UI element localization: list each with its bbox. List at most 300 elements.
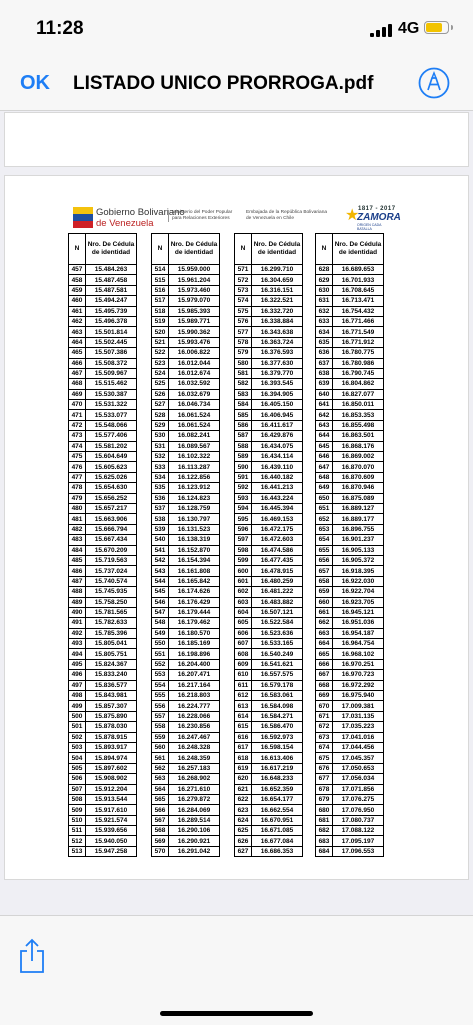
row-number: 647 <box>316 462 333 472</box>
row-number: 600 <box>235 566 252 576</box>
row-number: 681 <box>316 815 333 825</box>
id-number: 15.917.610 <box>86 805 137 815</box>
table-row <box>152 337 220 347</box>
row-number: 482 <box>69 524 86 534</box>
header-n: N <box>235 234 252 265</box>
id-number: 16.472.175 <box>252 524 303 534</box>
table-row <box>316 805 384 815</box>
row-number: 598 <box>235 545 252 555</box>
table-row <box>316 784 384 794</box>
row-number: 656 <box>316 555 333 565</box>
row-number: 518 <box>152 306 169 316</box>
id-table-col4 <box>315 233 384 857</box>
row-number: 627 <box>235 846 252 856</box>
id-number: 16.268.902 <box>169 774 220 784</box>
table-row <box>152 805 220 815</box>
row-number: 621 <box>235 784 252 794</box>
id-number: 17.041.016 <box>333 732 384 742</box>
id-number: 16.970.723 <box>333 670 384 680</box>
table-row <box>152 452 220 462</box>
table-row <box>152 265 220 275</box>
row-number: 643 <box>316 420 333 430</box>
table-row <box>152 535 220 545</box>
header-n: N <box>316 234 333 265</box>
id-number: 17.035.223 <box>333 722 384 732</box>
ministry-label: Ministerio del Poder Popular para Relaciones Exteriores <box>168 210 232 222</box>
row-number: 642 <box>316 410 333 420</box>
row-number: 465 <box>69 348 86 358</box>
id-number: 16.670.951 <box>252 815 303 825</box>
row-number: 657 <box>316 566 333 576</box>
id-number: 17.076.950 <box>333 805 384 815</box>
row-number: 631 <box>316 296 333 306</box>
id-number: 16.771.549 <box>333 327 384 337</box>
row-number: 683 <box>316 836 333 846</box>
table-row <box>316 691 384 701</box>
table-row <box>316 774 384 784</box>
table-row <box>235 628 303 638</box>
id-number: 15.781.565 <box>86 607 137 617</box>
table-row <box>235 732 303 742</box>
table-row <box>69 607 137 617</box>
table-row <box>69 722 137 732</box>
table-row <box>235 691 303 701</box>
id-number: 16.124.823 <box>169 493 220 503</box>
row-number: 634 <box>316 327 333 337</box>
id-number: 16.379.770 <box>252 368 303 378</box>
table-row <box>152 763 220 773</box>
id-number: 16.218.803 <box>169 691 220 701</box>
table-row <box>316 420 384 430</box>
id-number: 16.393.545 <box>252 379 303 389</box>
row-number: 649 <box>316 483 333 493</box>
row-number: 628 <box>316 265 333 275</box>
row-number: 479 <box>69 493 86 503</box>
row-number: 539 <box>152 524 169 534</box>
row-number: 467 <box>69 368 86 378</box>
table-row <box>316 358 384 368</box>
row-number: 475 <box>69 452 86 462</box>
row-number: 613 <box>235 701 252 711</box>
row-number: 669 <box>316 691 333 701</box>
row-number: 555 <box>152 691 169 701</box>
table-row <box>316 566 384 576</box>
row-number: 658 <box>316 576 333 586</box>
row-number: 544 <box>152 576 169 586</box>
row-number: 651 <box>316 503 333 513</box>
table-row <box>152 722 220 732</box>
id-number: 15.878.030 <box>86 722 137 732</box>
id-number: 15.913.544 <box>86 794 137 804</box>
row-number: 524 <box>152 368 169 378</box>
table-row <box>235 826 303 836</box>
row-number: 577 <box>235 327 252 337</box>
table-row <box>69 358 137 368</box>
row-number: 464 <box>69 337 86 347</box>
row-number: 659 <box>316 587 333 597</box>
row-number: 578 <box>235 337 252 347</box>
row-number: 653 <box>316 524 333 534</box>
table-row <box>152 753 220 763</box>
header-id: Nro. De Cédula de identidad <box>333 234 384 265</box>
id-number: 15.959.000 <box>169 265 220 275</box>
row-number: 494 <box>69 649 86 659</box>
table-row <box>69 628 137 638</box>
row-number: 530 <box>152 431 169 441</box>
id-number: 16.012.044 <box>169 358 220 368</box>
table-row <box>235 524 303 534</box>
id-number: 16.523.636 <box>252 628 303 638</box>
row-number: 497 <box>69 680 86 690</box>
table-row <box>316 493 384 503</box>
id-number: 16.248.359 <box>169 753 220 763</box>
table-row <box>235 763 303 773</box>
table-row <box>69 503 137 513</box>
table-row <box>235 774 303 784</box>
table-row <box>235 462 303 472</box>
row-number: 633 <box>316 316 333 326</box>
id-number: 15.507.386 <box>86 348 137 358</box>
row-number: 565 <box>152 794 169 804</box>
table-header-row <box>316 234 384 265</box>
row-number: 517 <box>152 296 169 306</box>
row-number: 495 <box>69 659 86 669</box>
id-number: 17.096.553 <box>333 846 384 856</box>
table-row <box>69 742 137 752</box>
id-number: 16.161.808 <box>169 566 220 576</box>
id-number: 15.656.252 <box>86 493 137 503</box>
row-number: 477 <box>69 472 86 482</box>
id-number: 16.480.259 <box>252 576 303 586</box>
row-number: 571 <box>235 265 252 275</box>
row-number: 508 <box>69 794 86 804</box>
row-number: 635 <box>316 337 333 347</box>
table-row <box>152 846 220 856</box>
id-number: 16.257.183 <box>169 763 220 773</box>
id-number: 15.719.563 <box>86 555 137 565</box>
table-row <box>69 815 137 825</box>
row-number: 519 <box>152 316 169 326</box>
table-row <box>152 836 220 846</box>
id-number: 16.122.856 <box>169 472 220 482</box>
row-number: 608 <box>235 649 252 659</box>
id-number: 16.316.151 <box>252 285 303 295</box>
row-number: 674 <box>316 742 333 752</box>
id-number: 16.896.755 <box>333 524 384 534</box>
id-number: 16.411.617 <box>252 420 303 430</box>
row-number: 529 <box>152 420 169 430</box>
row-number: 468 <box>69 379 86 389</box>
id-number: 16.439.110 <box>252 462 303 472</box>
table-row <box>235 555 303 565</box>
row-number: 507 <box>69 784 86 794</box>
table-row <box>235 701 303 711</box>
table-row <box>316 649 384 659</box>
table-row <box>316 815 384 825</box>
id-number: 16.868.176 <box>333 441 384 451</box>
id-number: 17.050.653 <box>333 763 384 773</box>
row-number: 523 <box>152 358 169 368</box>
table-row <box>316 483 384 493</box>
row-number: 554 <box>152 680 169 690</box>
star-icon: ★ <box>345 207 360 224</box>
table-row <box>235 514 303 524</box>
table-row <box>316 826 384 836</box>
id-number: 16.179.444 <box>169 607 220 617</box>
table-row <box>69 441 137 451</box>
row-number: 668 <box>316 680 333 690</box>
id-number: 16.689.653 <box>333 265 384 275</box>
table-row <box>235 753 303 763</box>
row-number: 679 <box>316 794 333 804</box>
id-number: 16.429.876 <box>252 431 303 441</box>
row-number: 615 <box>235 722 252 732</box>
row-number: 593 <box>235 493 252 503</box>
table-row <box>316 348 384 358</box>
id-number: 15.979.070 <box>169 296 220 306</box>
row-number: 570 <box>152 846 169 856</box>
id-number: 16.304.659 <box>252 275 303 285</box>
battery-icon <box>424 21 449 34</box>
id-number: 16.123.912 <box>169 483 220 493</box>
row-number: 543 <box>152 566 169 576</box>
id-number: 17.044.456 <box>333 742 384 752</box>
row-number: 676 <box>316 763 333 773</box>
id-number: 15.530.387 <box>86 389 137 399</box>
id-number: 15.824.367 <box>86 659 137 669</box>
table-row <box>152 607 220 617</box>
id-number: 17.009.381 <box>333 701 384 711</box>
pdf-page <box>4 175 469 880</box>
id-number: 17.080.737 <box>333 815 384 825</box>
table-row <box>152 472 220 482</box>
id-number: 16.174.626 <box>169 587 220 597</box>
id-number: 15.657.217 <box>86 503 137 513</box>
header-n: N <box>152 234 169 265</box>
status-bar <box>0 0 473 60</box>
id-number: 16.583.061 <box>252 691 303 701</box>
table-row <box>152 566 220 576</box>
table-row <box>235 420 303 430</box>
row-number: 576 <box>235 316 252 326</box>
id-number: 15.993.476 <box>169 337 220 347</box>
id-number: 16.363.724 <box>252 337 303 347</box>
table-row <box>316 763 384 773</box>
table-row <box>69 836 137 846</box>
table-row <box>316 701 384 711</box>
table-row <box>69 265 137 275</box>
table-row <box>235 503 303 513</box>
id-number: 16.291.042 <box>169 846 220 856</box>
markup-pen-icon[interactable] <box>418 67 450 99</box>
row-number: 501 <box>69 722 86 732</box>
id-number: 15.496.378 <box>86 316 137 326</box>
table-row <box>69 524 137 534</box>
row-number: 466 <box>69 358 86 368</box>
table-row <box>69 597 137 607</box>
row-number: 551 <box>152 649 169 659</box>
table-row <box>152 327 220 337</box>
table-row <box>69 711 137 721</box>
table-row <box>235 742 303 752</box>
table-row <box>316 628 384 638</box>
id-number: 16.964.754 <box>333 639 384 649</box>
id-number: 16.152.870 <box>169 545 220 555</box>
header-id: Nro. De Cédula de identidad <box>86 234 137 265</box>
row-number: 662 <box>316 618 333 628</box>
table-row <box>235 794 303 804</box>
row-number: 537 <box>152 503 169 513</box>
share-icon[interactable] <box>18 938 46 974</box>
id-number: 16.207.471 <box>169 670 220 680</box>
table-row <box>152 794 220 804</box>
table-row <box>235 285 303 295</box>
table-row <box>316 514 384 524</box>
id-number: 15.758.250 <box>86 597 137 607</box>
table-row <box>235 722 303 732</box>
id-number: 16.617.219 <box>252 763 303 773</box>
row-number: 616 <box>235 732 252 742</box>
row-number: 474 <box>69 441 86 451</box>
id-number: 15.785.396 <box>86 628 137 638</box>
id-number: 16.507.121 <box>252 607 303 617</box>
id-number: 16.445.394 <box>252 503 303 513</box>
row-number: 513 <box>69 846 86 856</box>
table-row <box>152 597 220 607</box>
row-number: 594 <box>235 503 252 513</box>
table-row <box>152 691 220 701</box>
row-number: 532 <box>152 452 169 462</box>
row-number: 540 <box>152 535 169 545</box>
row-number: 559 <box>152 732 169 742</box>
table-row <box>69 763 137 773</box>
id-number: 16.850.011 <box>333 400 384 410</box>
table-row <box>152 410 220 420</box>
table-row <box>235 784 303 794</box>
id-number: 16.923.705 <box>333 597 384 607</box>
row-number: 625 <box>235 826 252 836</box>
row-number: 672 <box>316 722 333 732</box>
table-row <box>69 846 137 856</box>
table-row <box>316 285 384 295</box>
row-number: 663 <box>316 628 333 638</box>
row-number: 549 <box>152 628 169 638</box>
table-row <box>152 670 220 680</box>
id-number: 16.533.165 <box>252 639 303 649</box>
id-number: 16.102.322 <box>169 452 220 462</box>
venezuela-flag-icon <box>73 207 93 228</box>
id-number: 15.501.814 <box>86 327 137 337</box>
table-row <box>316 368 384 378</box>
table-row <box>152 420 220 430</box>
table-row <box>235 296 303 306</box>
table-row <box>316 379 384 389</box>
row-number: 626 <box>235 836 252 846</box>
id-number: 17.071.856 <box>333 784 384 794</box>
row-number: 520 <box>152 327 169 337</box>
id-number: 15.836.577 <box>86 680 137 690</box>
row-number: 463 <box>69 327 86 337</box>
row-number: 547 <box>152 607 169 617</box>
table-row <box>69 410 137 420</box>
id-number: 15.577.406 <box>86 431 137 441</box>
table-row <box>69 691 137 701</box>
row-number: 614 <box>235 711 252 721</box>
network-type: 4G <box>398 20 420 37</box>
row-number: 564 <box>152 784 169 794</box>
row-number: 638 <box>316 368 333 378</box>
table-row <box>152 275 220 285</box>
table-row <box>152 296 220 306</box>
id-number: 16.434.075 <box>252 441 303 451</box>
row-number: 591 <box>235 472 252 482</box>
id-number: 16.686.353 <box>252 846 303 856</box>
row-number: 500 <box>69 711 86 721</box>
table-row <box>152 732 220 742</box>
row-number: 677 <box>316 774 333 784</box>
id-number: 16.165.842 <box>169 576 220 586</box>
id-number: 16.701.933 <box>333 275 384 285</box>
row-number: 665 <box>316 649 333 659</box>
id-number: 16.032.592 <box>169 379 220 389</box>
table-row <box>69 296 137 306</box>
table-row <box>152 639 220 649</box>
id-number: 15.990.362 <box>169 327 220 337</box>
table-row <box>235 846 303 856</box>
table-header-row <box>69 234 137 265</box>
home-indicator <box>160 1011 313 1016</box>
table-row <box>316 576 384 586</box>
row-number: 481 <box>69 514 86 524</box>
id-number: 16.522.584 <box>252 618 303 628</box>
id-number: 16.478.915 <box>252 566 303 576</box>
id-number: 16.598.154 <box>252 742 303 752</box>
row-number: 522 <box>152 348 169 358</box>
row-number: 487 <box>69 576 86 586</box>
table-row <box>69 493 137 503</box>
row-number: 612 <box>235 691 252 701</box>
table-row <box>152 784 220 794</box>
id-number: 16.006.822 <box>169 348 220 358</box>
row-number: 596 <box>235 524 252 534</box>
table-row <box>69 701 137 711</box>
id-number: 16.954.187 <box>333 628 384 638</box>
id-number: 16.771.466 <box>333 316 384 326</box>
id-number: 16.870.070 <box>333 462 384 472</box>
table-row <box>316 846 384 856</box>
table-row <box>316 587 384 597</box>
id-number: 16.945.121 <box>333 607 384 617</box>
table-row <box>316 722 384 732</box>
row-number: 538 <box>152 514 169 524</box>
table-row <box>69 805 137 815</box>
row-number: 640 <box>316 389 333 399</box>
table-row <box>152 711 220 721</box>
document-title: LISTADO UNICO PRORROGA.pdf <box>73 73 374 94</box>
done-button[interactable]: OK <box>20 72 50 94</box>
table-row <box>69 306 137 316</box>
id-number: 15.893.917 <box>86 742 137 752</box>
table-row <box>152 555 220 565</box>
id-number: 16.406.945 <box>252 410 303 420</box>
id-number: 16.046.734 <box>169 400 220 410</box>
id-number: 15.940.050 <box>86 836 137 846</box>
table-row <box>69 732 137 742</box>
row-number: 488 <box>69 587 86 597</box>
id-number: 15.605.623 <box>86 462 137 472</box>
row-number: 514 <box>152 265 169 275</box>
row-number: 597 <box>235 535 252 545</box>
